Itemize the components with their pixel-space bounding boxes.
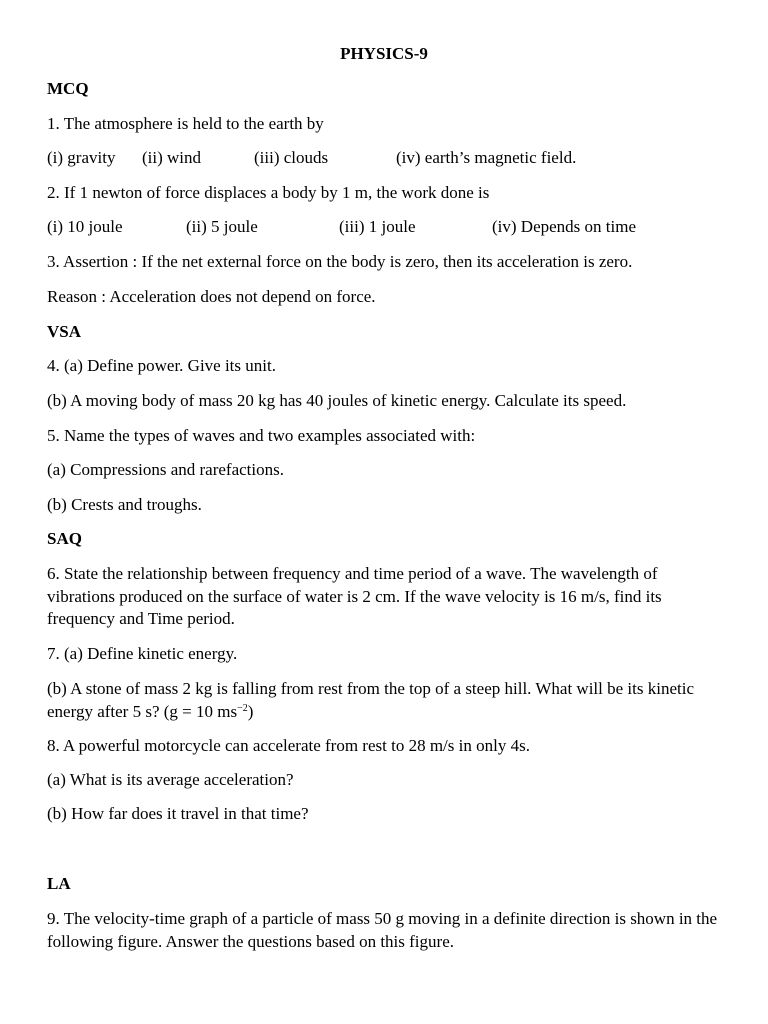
question-5b: (b) Crests and troughs. [47, 495, 202, 514]
question-8a: (a) What is its average acceleration? [47, 770, 294, 789]
question-3-reason: Reason : Acceleration does not depend on force. [47, 287, 376, 306]
question-3-assertion: 3. Assertion : If the net external force on the body is zero, then its acceleration is zero. [47, 252, 633, 271]
q2-option-2: (ii) 5 joule [186, 217, 258, 236]
section-heading-la: LA [47, 874, 71, 893]
question-8: 8. A powerful motorcycle can accelerate from rest to 28 m/s in only 4s. [47, 736, 530, 755]
page-title: PHYSICS-9 [340, 44, 428, 63]
question-5: 5. Name the types of waves and two examples associated with: [47, 426, 476, 445]
q2-option-1: (i) 10 joule [47, 217, 123, 236]
q7b-main-text: (b) A stone of mass 2 kg is falling from rest from the top of a steep hill. What will be its kinetic energy after 5 s? (g = 10 ms [47, 679, 694, 721]
section-heading-mcq: MCQ [47, 79, 89, 98]
q7b-closing: ) [247, 701, 254, 721]
section-heading-vsa: VSA [47, 322, 82, 341]
q1-option-1: (i) gravity [47, 148, 116, 167]
question-8b: (b) How far does it travel in that time? [47, 804, 309, 823]
q7b-superscript: −2 [237, 702, 248, 714]
question-4a: 4. (a) Define power. Give its unit. [47, 356, 276, 375]
q1-option-3: (iii) clouds [254, 148, 329, 167]
q2-option-4: (iv) Depends on time [492, 217, 636, 236]
q1-option-4: (iv) earth’s magnetic field. [396, 148, 577, 167]
question-7a: 7. (a) Define kinetic energy. [47, 644, 238, 663]
q1-option-2: (ii) wind [142, 148, 202, 167]
q2-option-3: (iii) 1 joule [339, 217, 416, 236]
question-7b [47, 678, 727, 723]
question-1: 1. The atmosphere is held to the earth by [47, 114, 324, 133]
question-2: 2. If 1 newton of force displaces a body by 1 m, the work done is [47, 183, 490, 202]
question-6: 6. State the relationship between frequency and time period of a wave. The wavelength of vibrations produced on the surface of water is 2 cm. If the wave velocity is 16 m/s, find its frequency and Time period. [47, 564, 662, 628]
question-5a: (a) Compressions and rarefactions. [47, 460, 284, 479]
question-4b: (b) A moving body of mass 20 kg has 40 joules of kinetic energy. Calculate its speed. [47, 391, 627, 410]
section-heading-saq: SAQ [47, 529, 82, 548]
question-9: 9. The velocity-time graph of a particle of mass 50 g moving in a definite direction is shown in the following figure. Answer the questions based on this figure. [47, 909, 718, 951]
